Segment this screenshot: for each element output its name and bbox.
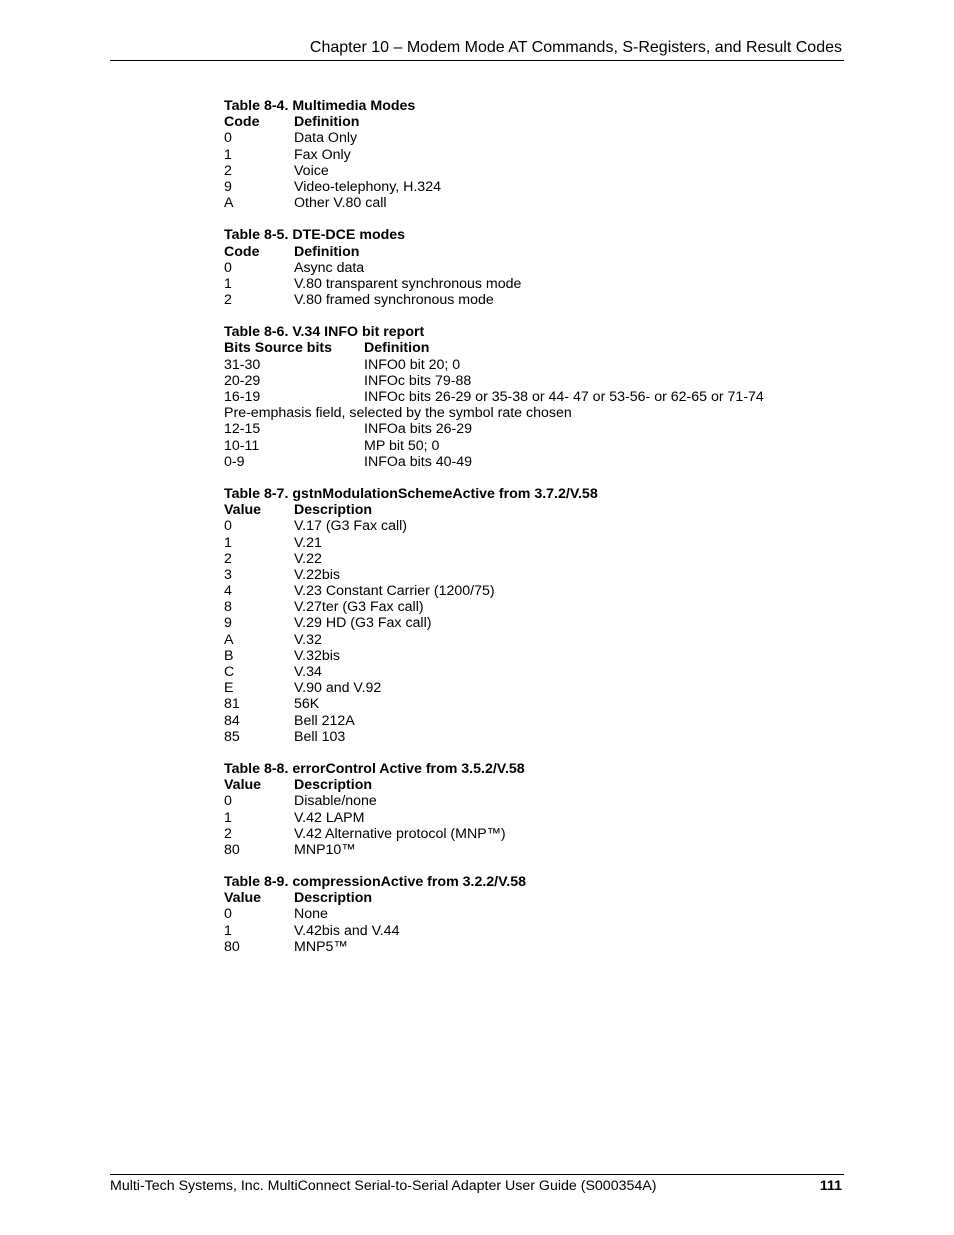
table-cell: 9 [224, 178, 232, 195]
table-row [224, 615, 844, 631]
table-cell: INFOc bits 79-88 [364, 372, 472, 389]
table-header-row [224, 502, 844, 518]
table-cell: 4 [224, 583, 232, 600]
footer-text: Multi-Tech Systems, Inc. MultiConnect Serial-to-Serial Adapter User Guide (S000354A) [110, 1178, 657, 1194]
table-cell: MP bit 50; 0 [364, 437, 440, 454]
table-header-row [224, 890, 844, 906]
table-title: Table 8-8. errorControl Active from 3.5.2/V.58 [224, 760, 525, 777]
table-title: Table 8-7. gstnModulationSchemeActive from 3.7.2/V.58 [224, 485, 598, 502]
table-cell: E [224, 680, 234, 697]
table-cell: A [224, 195, 234, 212]
table-header-row [224, 340, 844, 356]
table-header-row [224, 244, 844, 260]
table-cell: V.42 Alternative protocol (MNP™) [294, 825, 506, 842]
table-gstn-modulation-scheme [224, 486, 844, 745]
table-cell: INFOa bits 40-49 [364, 453, 473, 470]
table-row [224, 583, 844, 599]
table-row [224, 713, 844, 729]
table-multimedia-modes [224, 98, 844, 211]
table-cell: A [224, 631, 234, 648]
table-cell: Bell 212A [294, 712, 355, 729]
table-row [224, 599, 844, 615]
table-cell: INFO0 bit 20; 0 [364, 356, 461, 373]
table-cell: 1 [224, 146, 232, 163]
column-header: Code [224, 243, 260, 260]
table-cell: 84 [224, 712, 240, 729]
table-cell: V.32 [294, 631, 322, 648]
table-row [224, 147, 844, 163]
table-row [224, 389, 844, 405]
table-row [224, 421, 844, 437]
table-row [224, 923, 844, 939]
table-row [224, 648, 844, 664]
table-row [224, 696, 844, 712]
table-title: Table 8-5. DTE-DCE modes [224, 227, 406, 244]
table-row [224, 179, 844, 195]
table-error-control-active [224, 761, 844, 858]
table-cell: C [224, 664, 235, 680]
table-row [224, 632, 844, 648]
table-cell: 2 [224, 292, 232, 309]
table-row [224, 810, 844, 826]
column-header: Definition [364, 340, 430, 357]
table-cell: V.80 transparent synchronous mode [294, 275, 522, 292]
column-header: Bits Source bits [224, 340, 333, 357]
table-row [224, 357, 844, 373]
table-row [224, 535, 844, 551]
table-compression-active [224, 874, 844, 955]
column-header: Description [294, 502, 373, 519]
table-cell: V.22 [294, 550, 322, 567]
table-header-row [224, 114, 844, 130]
table-cell: 0-9 [224, 453, 245, 470]
table-v34-info-bit-report [224, 324, 844, 470]
table-cell: Disable/none [294, 793, 377, 810]
table-cell: 0 [224, 793, 232, 810]
table-row [224, 826, 844, 842]
table-row [224, 680, 844, 696]
table-cell: 1 [224, 922, 232, 939]
table-cell: 12-15 [224, 421, 261, 438]
table-cell: 0 [224, 130, 232, 147]
table-cell: V.42bis and V.44 [294, 922, 400, 939]
table-cell: MNP5™ [294, 938, 348, 955]
document-body [224, 98, 844, 971]
table-cell: 0 [224, 518, 232, 535]
table-cell: Other V.80 call [294, 195, 387, 212]
table-dte-dce-modes [224, 227, 844, 308]
table-row [224, 793, 844, 809]
table-cell: V.27ter (G3 Fax call) [294, 599, 424, 616]
table-cell: V.21 [294, 534, 322, 551]
column-header: Description [294, 890, 373, 907]
table-cell: 81 [224, 696, 240, 713]
table-cell: 56K [294, 696, 320, 713]
table-row [224, 518, 844, 534]
table-cell: B [224, 647, 234, 664]
table-row [224, 130, 844, 146]
table-cell: 8 [224, 599, 232, 616]
table-row [224, 373, 844, 389]
table-title: Table 8-6. V.34 INFO bit report [224, 324, 425, 341]
table-row [224, 939, 844, 955]
table-cell: V.42 LAPM [294, 809, 365, 826]
table-cell: 2 [224, 825, 232, 842]
column-header: Code [224, 114, 260, 131]
table-header-row [224, 777, 844, 793]
table-row [224, 405, 844, 421]
table-row [224, 729, 844, 745]
table-cell: None [294, 906, 328, 923]
table-row [224, 276, 844, 292]
table-cell: 10-11 [224, 437, 260, 454]
table-cell: 0 [224, 906, 232, 923]
table-row [224, 195, 844, 211]
table-cell: Async data [294, 259, 365, 276]
table-row [224, 842, 844, 858]
table-cell: V.32bis [294, 647, 341, 664]
table-cell: Voice [294, 162, 329, 179]
table-cell: V.22bis [294, 566, 341, 583]
table-cell: INFOa bits 26-29 [364, 421, 473, 438]
table-cell: V.90 and V.92 [294, 680, 382, 697]
table-cell: Pre-emphasis field, selected by the symbol rate chosen [224, 405, 572, 422]
table-row [224, 260, 844, 276]
table-cell: 0 [224, 259, 232, 276]
chapter-header: Chapter 10 – Modem Mode AT Commands, S-Registers, and Result Codes [309, 39, 842, 56]
table-cell: Fax Only [294, 146, 351, 163]
table-cell: INFOc bits 26-29 or 35-38 or 44- 47 or 53-56- or 62-65 or 71-74 [364, 389, 764, 405]
table-cell: V.17 (G3 Fax call) [294, 518, 408, 535]
table-cell: V.80 framed synchronous mode [294, 292, 494, 309]
table-row [224, 438, 844, 454]
table-cell: Data Only [294, 130, 358, 147]
table-row [224, 292, 844, 308]
table-cell: V.23 Constant Carrier (1200/75) [294, 583, 495, 600]
table-cell: 1 [224, 809, 232, 826]
table-cell: 80 [224, 938, 240, 955]
table-cell: 1 [224, 534, 232, 551]
column-header: Description [294, 777, 373, 794]
table-cell: 2 [224, 550, 232, 567]
table-row [224, 567, 844, 583]
table-row [224, 551, 844, 567]
table-cell: 80 [224, 841, 240, 858]
column-header: Value [224, 890, 262, 907]
column-header: Definition [294, 243, 360, 260]
table-title: Table 8-4. Multimedia Modes [224, 98, 416, 114]
footer-divider [110, 1174, 844, 1175]
table-title: Table 8-9. compressionActive from 3.2.2/V.58 [224, 874, 527, 891]
table-cell: 20-29 [224, 372, 261, 389]
table-row [224, 664, 844, 680]
table-cell: V.34 [294, 664, 322, 680]
table-cell: 9 [224, 615, 232, 632]
column-header: Definition [294, 114, 360, 131]
table-cell: 2 [224, 162, 232, 179]
table-cell: Bell 103 [294, 728, 346, 745]
table-cell: 3 [224, 566, 232, 583]
column-header: Value [224, 502, 262, 519]
table-row [224, 906, 844, 922]
table-row [224, 454, 844, 470]
header-divider [110, 60, 844, 61]
table-cell: 85 [224, 728, 240, 745]
page-number: 111 [819, 1178, 842, 1194]
table-cell: 16-19 [224, 389, 261, 405]
table-cell: MNP10™ [294, 841, 356, 858]
table-cell: 1 [224, 275, 232, 292]
table-row [224, 163, 844, 179]
table-cell: 31-30 [224, 356, 261, 373]
column-header: Value [224, 777, 262, 794]
table-cell: Video-telephony, H.324 [294, 178, 441, 195]
table-cell: V.29 HD (G3 Fax call) [294, 615, 432, 632]
